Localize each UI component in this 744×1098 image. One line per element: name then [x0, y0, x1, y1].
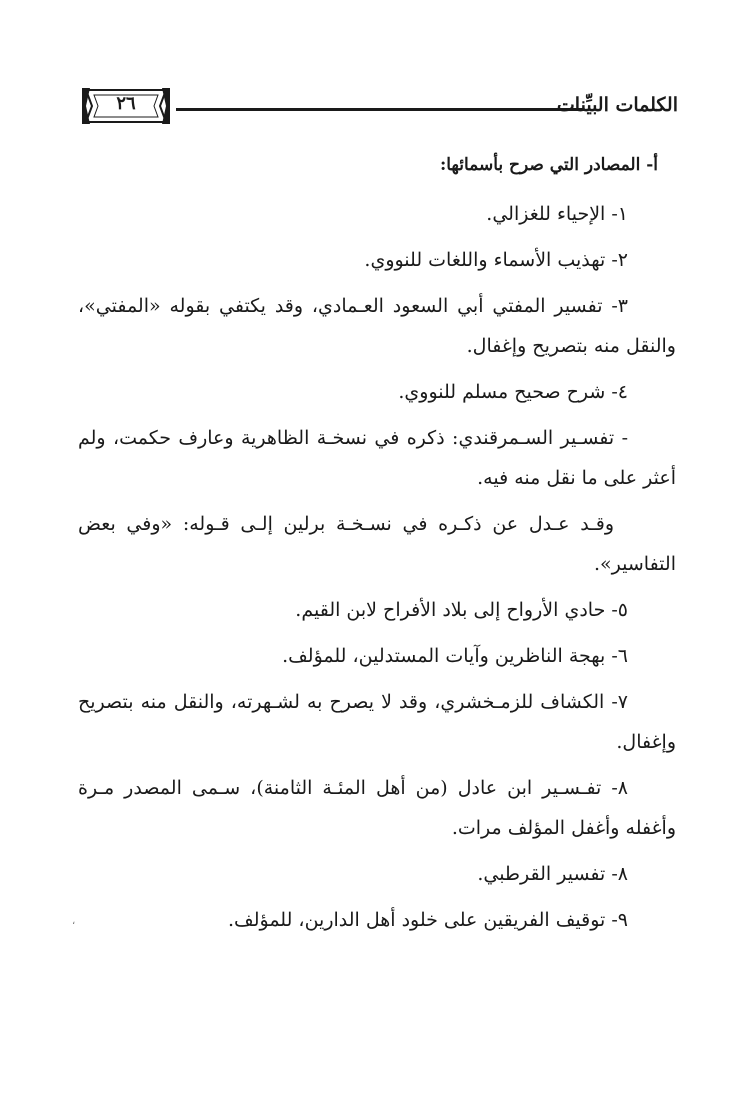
source-item-4: ٤- شرح صحيح مسلم للنووي. — [398, 381, 628, 403]
page-number-badge — [80, 86, 172, 126]
source-item-8b: ٨- تفسير القرطبي. — [477, 863, 628, 885]
source-note-berlin: وقـد عـدل عن ذكـره في نسـخـة برلين إلـى قـوله: «وفي بعض التفاسير». — [78, 513, 676, 575]
header-rule — [176, 108, 584, 111]
running-header — [80, 86, 678, 130]
source-item-7: ٧- الكشاف للزمـخشري، وقد لا يصرح به لشـهرته، والنقل منه بتصريح وإغفال. — [78, 691, 676, 753]
source-item-6: ٦- بهجة الناظرين وآيات المستدلين، للمؤلف. — [282, 645, 628, 667]
source-item-9: ٩- توقيف الفريقين على خلود أهل الدارين، للمؤلف. — [228, 909, 628, 931]
source-item-1: ١- الإحياء للغزالي. — [486, 203, 628, 225]
section-heading: أ- المصادر التي صرح بأسمائها: — [439, 155, 658, 175]
source-item-samarqandi: - تفسـير السـمرقندي: ذكره في نسخـة الظاهرية وعارف حكمت، ولم أعثر على ما نقل منه فيه. — [78, 427, 676, 489]
running-title: الكلمات البيِّنات — [556, 94, 678, 116]
source-item-3: ٣- تفسير المفتي أبي السعود العـمادي، وقد يكتفي بقوله «المفتي»، والنقل منه بتصريح وإغفال. — [78, 295, 676, 357]
source-item-8a: ٨- تفـسـير ابن عادل (من أهل المئـة الثامنة)، سـمى المصدر مـرة وأغفله وأغفل المؤلف مرات. — [78, 777, 676, 839]
page-number: ٢٦ — [116, 93, 136, 114]
source-item-5: ٥- حادي الأرواح إلى بلاد الأفراح لابن القيم. — [295, 599, 628, 621]
page-body — [78, 148, 676, 946]
source-item-2: ٢- تهذيب الأسماء واللغات للنووي. — [364, 249, 628, 271]
scan-mark: ، — [72, 916, 76, 927]
